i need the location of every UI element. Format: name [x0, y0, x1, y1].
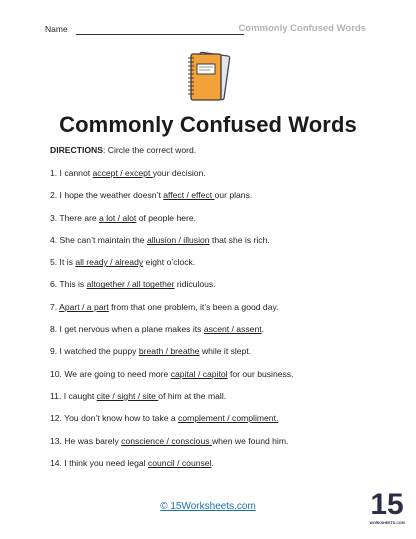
- worksheet-title: Commonly Confused Words: [59, 112, 357, 137]
- footer-text[interactable]: © 15Worksheets.com: [160, 501, 256, 512]
- question-item: [50, 436, 380, 458]
- question-text: ridiculous.: [174, 279, 216, 290]
- question-text: eight o’clock.: [143, 257, 196, 268]
- logo-text: WORKSHEETS.COM: [369, 521, 405, 525]
- answer-choices[interactable]: allusion / illusion: [146, 234, 210, 245]
- answer-choices[interactable]: a lot / alot: [99, 212, 137, 223]
- question-text: 8. I get nervous when a plane makes its: [50, 324, 204, 335]
- question-text: 14. I think you need legal: [50, 457, 148, 468]
- header-title: Commonly Confused Words: [238, 23, 366, 34]
- answer-choices[interactable]: cite / sight / site: [96, 390, 159, 401]
- name-label: Name: [45, 24, 68, 34]
- question-item: [50, 324, 380, 346]
- question-item: [50, 213, 380, 235]
- question-item: [50, 369, 380, 391]
- question-text: that she is rich.: [209, 234, 270, 245]
- question-text: our plans.: [214, 190, 253, 201]
- answer-choices[interactable]: council / counsel: [147, 457, 212, 468]
- question-text: of people here.: [136, 212, 197, 223]
- logo-number: 15: [370, 488, 404, 521]
- question-text: 4. She can’t maintain the: [50, 234, 147, 245]
- directions-text: : Circle the correct word.: [103, 145, 197, 155]
- answer-choices[interactable]: all ready / already: [75, 257, 144, 268]
- directions: [50, 145, 196, 155]
- question-item: [50, 168, 380, 190]
- answer-choices[interactable]: affect / effect: [163, 190, 215, 201]
- question-text: your decision.: [152, 168, 206, 178]
- question-text: 10. We are going to need more: [50, 368, 171, 379]
- question-text: 12. You don’t know how to take a: [50, 413, 179, 424]
- question-text: 7.: [50, 301, 60, 312]
- question-text: 5. It is: [50, 257, 76, 268]
- question-text: when we found him.: [211, 435, 289, 446]
- answer-choices[interactable]: ascent / assent: [203, 324, 262, 335]
- question-item: [50, 391, 380, 413]
- question-text: 3. There are: [50, 212, 100, 223]
- question-item: [50, 279, 380, 301]
- question-text: .: [261, 324, 265, 335]
- question-text: 13. He was barely: [50, 435, 122, 446]
- notebook-icon: [177, 48, 241, 106]
- question-item: [50, 257, 380, 279]
- question-item: [50, 413, 380, 435]
- question-item: [50, 346, 380, 368]
- answer-choices[interactable]: breath / breathe: [138, 346, 200, 357]
- question-text: 2. I hope the weather doesn’t: [50, 190, 164, 201]
- question-item: [50, 190, 380, 212]
- question-text: .: [211, 457, 214, 468]
- question-text: from that one problem, it’s been a good day.: [108, 301, 279, 312]
- question-item: [50, 302, 380, 324]
- question-list: [50, 168, 380, 480]
- question-item: [50, 458, 380, 480]
- question-item: [50, 235, 380, 257]
- question-text: for our business.: [227, 368, 294, 379]
- question-text: 1. I cannot: [50, 168, 93, 178]
- directions-label: DIRECTIONS: [50, 145, 103, 155]
- answer-choices[interactable]: accept / except: [92, 168, 153, 178]
- question-text: while it slept.: [199, 346, 252, 357]
- question-text: 6. This is: [50, 279, 87, 290]
- question-text: of him at the mall.: [158, 390, 227, 401]
- 15worksheets-logo: [369, 484, 405, 528]
- question-text: 9. I watched the puppy: [50, 346, 139, 357]
- footer-link[interactable]: [0, 501, 416, 512]
- name-line: [76, 34, 244, 35]
- answer-choices[interactable]: altogether / all together: [86, 279, 175, 290]
- answer-choices[interactable]: complement / compliment.: [178, 413, 279, 424]
- answer-choices[interactable]: capital / capitol: [170, 368, 228, 379]
- answer-choices[interactable]: Apart / a part: [59, 301, 109, 312]
- page-header: [45, 22, 366, 38]
- answer-choices[interactable]: conscience / conscious: [121, 435, 212, 446]
- question-text: 11. I caught: [50, 390, 97, 401]
